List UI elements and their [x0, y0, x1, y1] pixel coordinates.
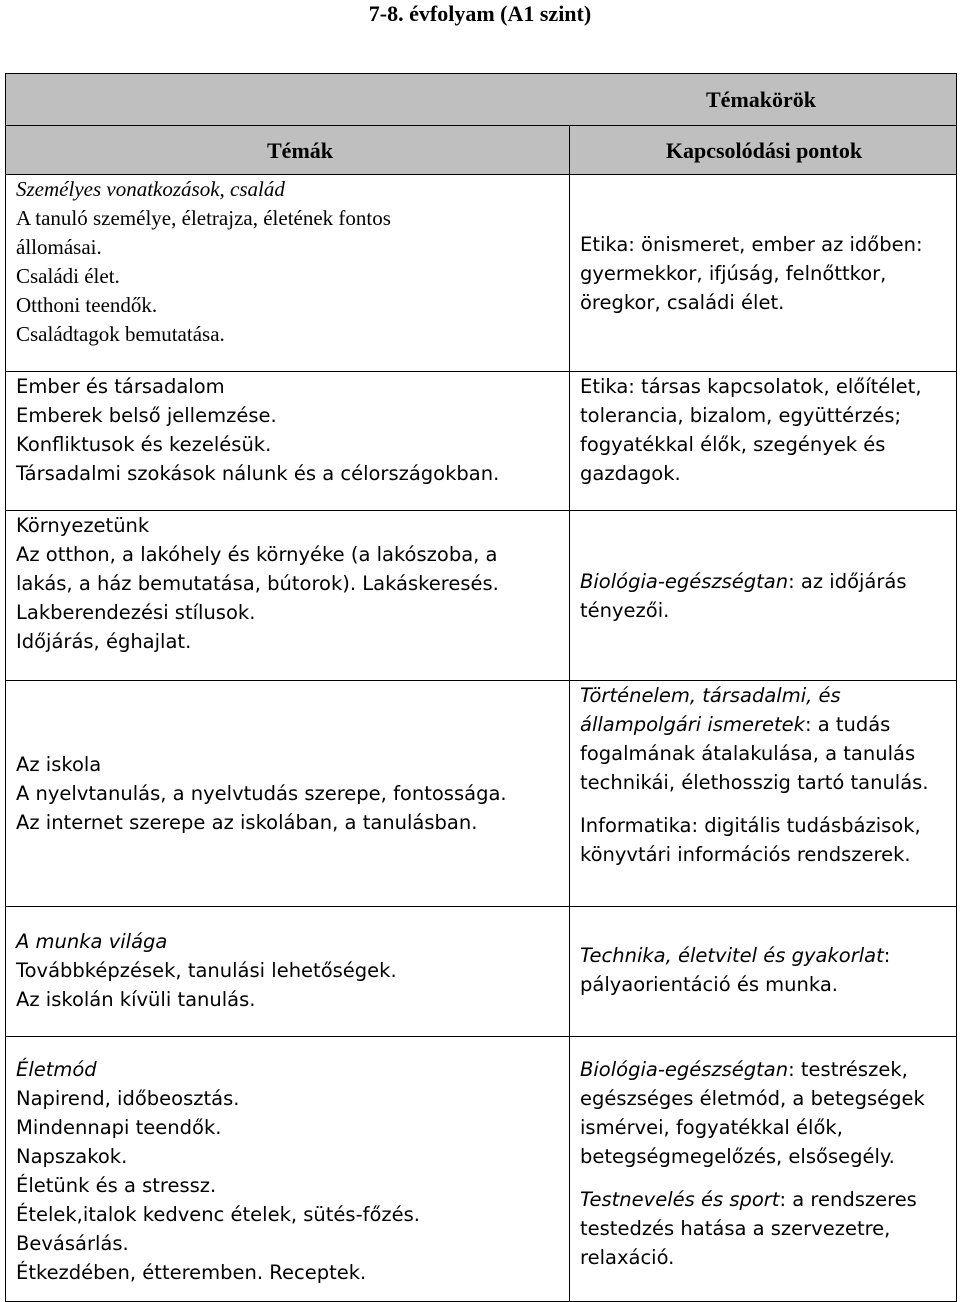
topic-line: Mindennapi teendők. [16, 1116, 222, 1139]
link-rest: : testrészek, [788, 1058, 908, 1081]
link-line: betegségmegelőzés, elsősegély. [580, 1145, 895, 1168]
topic-line: Bevásárlás. [16, 1232, 129, 1255]
link-rest: : az időjárás [788, 569, 907, 593]
links-cell [570, 175, 957, 372]
links-cell [570, 907, 957, 1037]
link-line: öregkor, családi élet. [580, 290, 785, 314]
topic-line: A tanuló személye, életrajza, életének fontos [16, 206, 391, 230]
topic-title: Személyes vonatkozások, család [16, 177, 285, 201]
topic-line: Családtagok bemutatása. [16, 322, 225, 346]
link-line: fogalmának átalakulása, a tanulás [580, 742, 916, 765]
link-line [580, 1055, 948, 1084]
topic-cell [6, 511, 570, 681]
topic-title: Az iskola [16, 753, 102, 776]
links-cell [570, 372, 957, 511]
link-line: fogyatékkal élők, szegények és [580, 433, 886, 456]
table-row [6, 511, 957, 681]
link-subject: Testnevelés és sport [580, 1188, 780, 1211]
topic-line: A nyelvtanulás, a nyelvtudás szerepe, fontossága. [16, 782, 507, 805]
topic-line: Családi élet. [16, 264, 120, 288]
table-row [6, 1037, 957, 1302]
topic-line: Az iskolán kívüli tanulás. [16, 988, 256, 1011]
link-line: gazdagok. [580, 462, 681, 485]
header-temakorok: Témakörök [6, 74, 957, 126]
topic-cell [6, 372, 570, 511]
topic-title: Környezetünk [16, 514, 150, 537]
table-row [6, 907, 957, 1037]
link-line: relaxáció. [580, 1246, 675, 1269]
header-kapcsolodasi-pontok: Kapcsolódási pontok [570, 126, 957, 175]
link-line: pályaorientáció és munka. [580, 973, 838, 996]
link-rest: : a rendszeres [779, 1188, 917, 1211]
topic-line: Emberek belső jellemzése. [16, 404, 277, 427]
links-cell [570, 1037, 957, 1302]
links-cell [570, 681, 957, 907]
table-row [6, 681, 957, 907]
paragraph-gap [580, 1171, 948, 1185]
topic-line: Lakberendezési stílusok. [16, 601, 256, 624]
link-subject: Biológia-egészségtan [580, 569, 789, 593]
link-subject: Technika, életvitel és gyakorlat [580, 944, 884, 967]
topic-line: Napirend, időbeosztás. [16, 1087, 240, 1110]
table-header-row-sub [6, 126, 957, 175]
link-line: gyermekkor, ifjúság, felnőttkor, [580, 261, 887, 285]
table-row [6, 372, 957, 511]
table-header-row-main [6, 74, 957, 126]
topic-line: Az internet szerepe az iskolában, a tanulásban. [16, 811, 478, 834]
topic-line: Otthoni teendők. [16, 293, 158, 317]
page-title: 7-8. évfolyam (A1 szint) [368, 1, 592, 26]
topic-line: Továbbképzések, tanulási lehetőségek. [16, 959, 397, 982]
topic-line: Életünk és a stressz. [16, 1174, 217, 1197]
topic-line: állomásai. [16, 235, 102, 259]
link-line: könyvtári információs rendszerek. [580, 843, 911, 866]
link-line [580, 1185, 948, 1214]
link-subject: Történelem, társadalmi, és [580, 684, 841, 707]
topics-table [5, 73, 957, 1302]
header-temak: Témák [6, 126, 570, 175]
links-cell [570, 511, 957, 681]
topic-cell [6, 1037, 570, 1302]
topic-line: Napszakok. [16, 1145, 128, 1168]
topic-title: A munka világa [16, 930, 168, 953]
topic-cell [6, 175, 570, 372]
topic-line: lakás, a ház bemutatása, bútorok). Lakáskeresés. [16, 572, 499, 595]
topic-line: Ételek,italok kedvenc ételek, sütés-főzés. [16, 1203, 420, 1226]
link-line: testedzés hatása a szervezetre, [580, 1217, 891, 1240]
link-line [580, 710, 948, 739]
link-line: Etika: társas kapcsolatok, előítélet, [580, 375, 922, 398]
topic-line: Társadalmi szokások nálunk és a célországokban. [16, 462, 500, 485]
link-line [580, 567, 948, 596]
link-line: Informatika: digitális tudásbázisok, [580, 814, 921, 837]
link-line [580, 941, 948, 970]
table-row [6, 175, 957, 372]
topic-line: Konfliktusok és kezelésük. [16, 433, 272, 456]
link-subject: Biológia-egészségtan [580, 1058, 789, 1081]
link-line: ismérvei, fogyatékkal élők, [580, 1116, 843, 1139]
link-line: tolerancia, bizalom, együttérzés; [580, 404, 902, 427]
topic-cell [6, 681, 570, 907]
link-subject: állampolgári ismeretek [580, 713, 805, 736]
link-line: egészséges életmód, a betegségek [580, 1087, 925, 1110]
topic-title: Életmód [16, 1058, 97, 1081]
paragraph-gap [580, 797, 948, 811]
topic-line: Étkezdében, étteremben. Receptek. [16, 1261, 367, 1284]
link-rest: : a tudás [804, 713, 891, 736]
topic-cell [6, 907, 570, 1037]
topic-line: Az otthon, a lakóhely és környéke (a lakószoba, a [16, 543, 498, 566]
topic-line: Időjárás, éghajlat. [16, 630, 192, 653]
topic-title: Ember és társadalom [16, 375, 225, 398]
link-rest: : [883, 944, 891, 967]
link-line: technikái, élethosszig tartó tanulás. [580, 771, 929, 794]
link-line: tényezői. [580, 598, 670, 622]
link-line: Etika: önismeret, ember az időben: [580, 232, 923, 256]
